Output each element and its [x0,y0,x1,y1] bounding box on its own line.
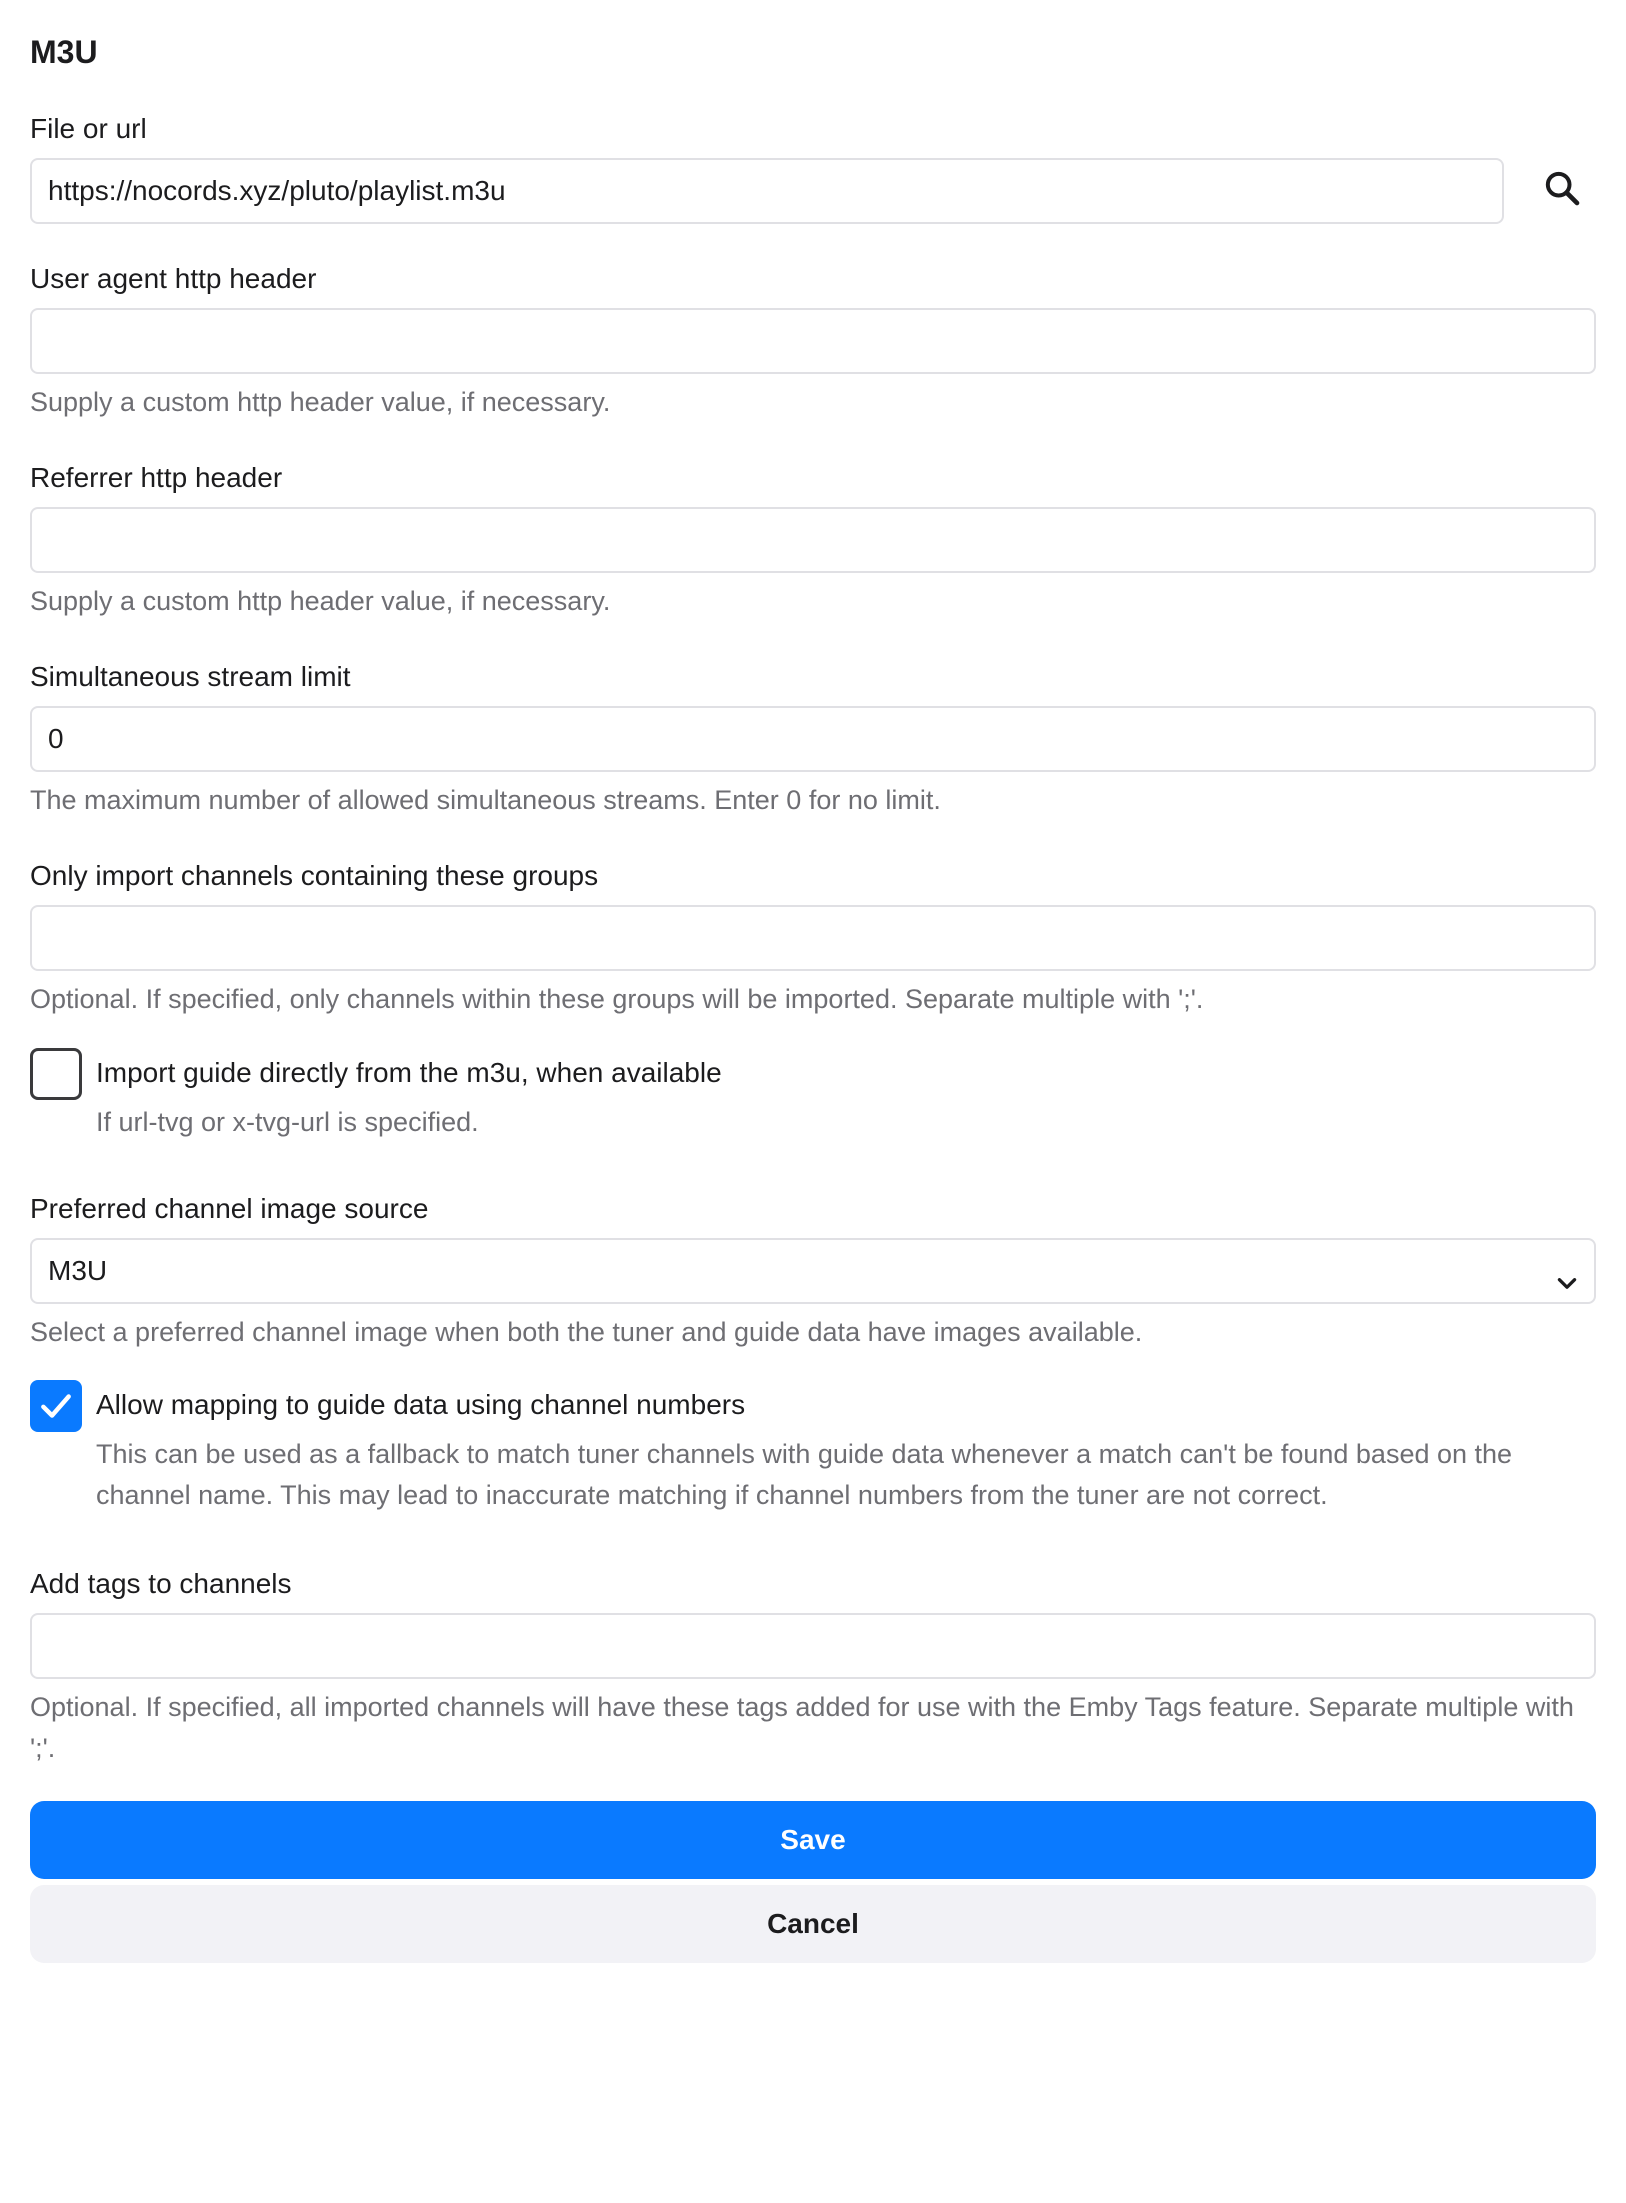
cancel-button[interactable]: Cancel [30,1885,1596,1963]
groups-input[interactable] [30,905,1596,971]
tags-help: Optional. If specified, all imported channels will have these tags added for use with the Emby Tags feature. Separate multiple with ';'. [30,1692,1574,1763]
tags-field [30,1567,1596,1769]
checkmark-icon [37,1387,75,1425]
referrer-field [30,461,1596,622]
file-url-search-button[interactable] [1532,158,1592,218]
stream-limit-field [30,660,1596,821]
import-guide-label: Import guide directly from the m3u, when available [96,1057,722,1088]
groups-field [30,859,1596,1020]
groups-help: Optional. If specified, only channels within these groups will be imported. Separate multiple with ';'. [30,984,1204,1014]
groups-label: Only import channels containing these groups [30,860,599,891]
import-guide-checkbox[interactable] [30,1048,82,1100]
search-icon [1542,168,1582,208]
image-source-value: M3U [48,1255,108,1286]
channel-numbers-checkbox[interactable] [30,1380,82,1432]
channel-numbers-help: This can be used as a fallback to match tuner channels with guide data whenever a match can't be found based on the channel name. This may lead to inaccurate matching if channel numbers from the tuner are not correct. [96,1439,1513,1510]
user-agent-label: User agent http header [30,263,317,294]
page-title: M3U [30,34,98,70]
user-agent-help: Supply a custom http header value, if necessary. [30,387,611,417]
referrer-input[interactable] [30,507,1596,573]
channel-numbers-label: Allow mapping to guide data using channel numbers [96,1389,746,1420]
tags-input[interactable] [30,1613,1596,1679]
referrer-help: Supply a custom http header value, if necessary. [30,586,611,616]
referrer-label: Referrer http header [30,462,283,493]
chevron-down-icon [1554,1271,1580,1297]
image-source-field [30,1192,1596,1353]
tags-label: Add tags to channels [30,1568,292,1599]
image-source-label: Preferred channel image source [30,1193,429,1224]
file-url-field [30,112,1596,224]
image-source-select[interactable] [30,1238,1596,1304]
file-url-input[interactable] [30,158,1504,224]
file-url-label: File or url [30,113,147,144]
save-button[interactable]: Save [30,1801,1596,1879]
user-agent-input[interactable] [30,308,1596,374]
image-source-help: Select a preferred channel image when both the tuner and guide data have images available. [30,1317,1143,1347]
stream-limit-input[interactable] [30,706,1596,772]
stream-limit-label: Simultaneous stream limit [30,661,351,692]
stream-limit-help: The maximum number of allowed simultaneous streams. Enter 0 for no limit. [30,785,941,815]
user-agent-field [30,262,1596,423]
import-guide-help: If url-tvg or x-tvg-url is specified. [96,1107,479,1137]
